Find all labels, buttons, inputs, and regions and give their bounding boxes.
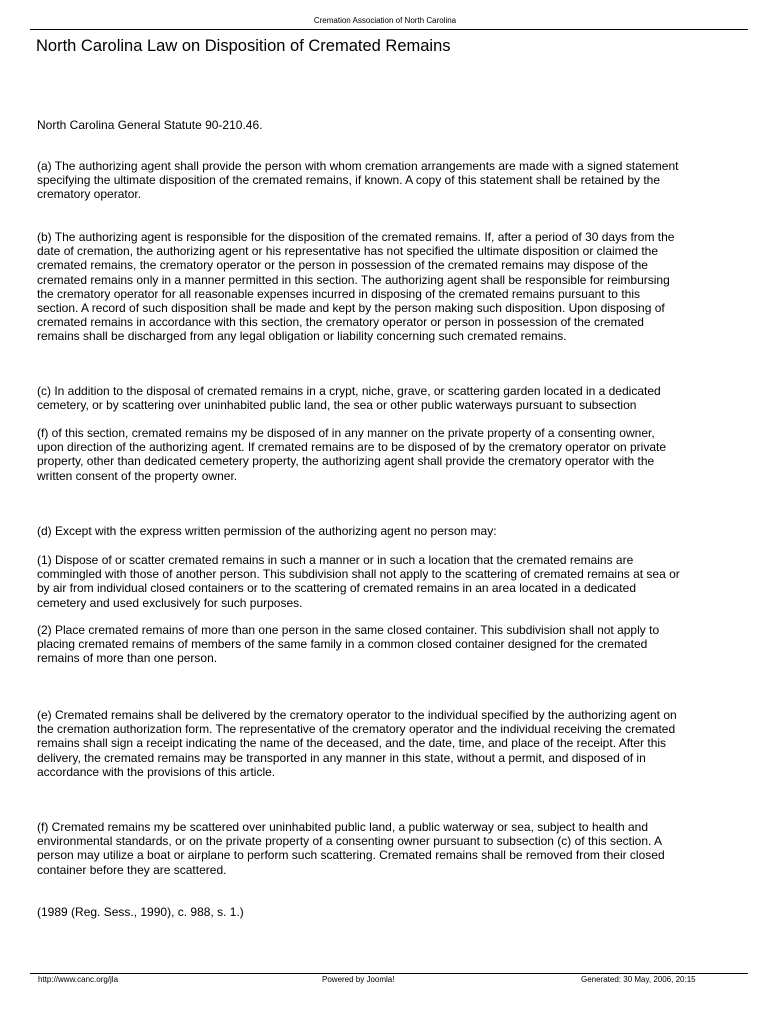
footer-powered-by: Powered by Joomla!	[322, 975, 395, 984]
paragraph-d-1: (1) Dispose of or scatter cremated remains in such a manner or in such a location that the cremated remains are commingled with those of another person. This subdivision shall not apply to the scattering of cremated remains at sea or by air from individual closed containers or to the scattering of cremated remains in an area located in a dedicated cemetery and used exclusively for such purposes.	[37, 553, 680, 610]
header-divider	[30, 29, 748, 30]
statute-citation: (1989 (Reg. Sess., 1990), c. 988, s. 1.)	[37, 905, 244, 919]
paragraph-c: (c) In addition to the disposal of cremated remains in a crypt, niche, grave, or scattering garden located in a dedicated cemetery, or by scattering over uninhabited public land, the sea or other public waterways pursuant to subsection	[37, 384, 661, 413]
statute-reference: North Carolina General Statute 90-210.46.	[37, 118, 263, 132]
paragraph-a: (a) The authorizing agent shall provide the person with whom cremation arrangements are made with a signed statement specifying the ultimate disposition of the cremated remains, if known. A copy of this statement shall be retained by the crematory operator.	[37, 159, 679, 202]
paragraph-c-continued: (f) of this section, cremated remains my be disposed of in any manner on the private property of a consenting owner, upon direction of the authorizing agent. If cremated remains are to be disposed of by the crematory operator on private property, other than dedicated cemetery property, the authorizing agent shall provide the crematory operator with the written consent of the property owner.	[37, 426, 667, 483]
paragraph-e: (e) Cremated remains shall be delivered by the crematory operator to the individual specified by the authorizing agent on the cremation authorization form. The representative of the crematory operator and the individual receiving the cremated remains shall sign a receipt indicating the name of the deceased, and the date, time, and place of the receipt. After this delivery, the cremated remains may be transported in any manner in this state, without a permit, and disposed of in accordance with the provisions of this article.	[37, 708, 677, 779]
footer-generated-date: Generated: 30 May, 2006, 20:15	[581, 975, 696, 984]
footer-divider	[30, 973, 748, 974]
paragraph-d-2: (2) Place cremated remains of more than one person in the same closed container. This subdivision shall not apply to placing cremated remains of members of the same family in a common closed container designed for the cremated remains of more than one person.	[37, 623, 660, 666]
footer-url-link[interactable]: http://www.canc.org/jla	[38, 975, 119, 984]
page-title: North Carolina Law on Disposition of Cremated Remains	[36, 37, 451, 55]
paragraph-b: (b) The authorizing agent is responsible for the disposition of the cremated remains. If, after a period of 30 days from the date of cremation, the authorizing agent or his representative has not specified the ultimate disposition or claimed the cremated remains, the crematory operator or the person in possession of the cremated remains may dispose of the cremated remains only in a manner permitted in this section. The authorizing agent shall be responsible for reimbursing the crematory operator for all reasonable expenses incurred in disposing of the cremated remains pursuant to this section. A record of such disposition shall be made and kept by the person making such disposition. Upon disposing of cremated remains in accordance with this section, the crematory operator or person in possession of the cremated remains shall be discharged from any legal obligation or liability concerning such cremated remains.	[37, 230, 675, 344]
header-organization: Cremation Association of North Carolina	[313, 16, 457, 25]
paragraph-d: (d) Except with the express written permission of the authorizing agent no person may:	[37, 524, 497, 538]
paragraph-f: (f) Cremated remains my be scattered over uninhabited public land, a public waterway or sea, subject to health and environmental standards, or on the private property of a consenting owner pursuant to subsection (c) of this section. A person may utilize a boat or airplane to perform such scattering. Cremated remains shall be removed from their closed container before they are scattered.	[37, 820, 665, 877]
